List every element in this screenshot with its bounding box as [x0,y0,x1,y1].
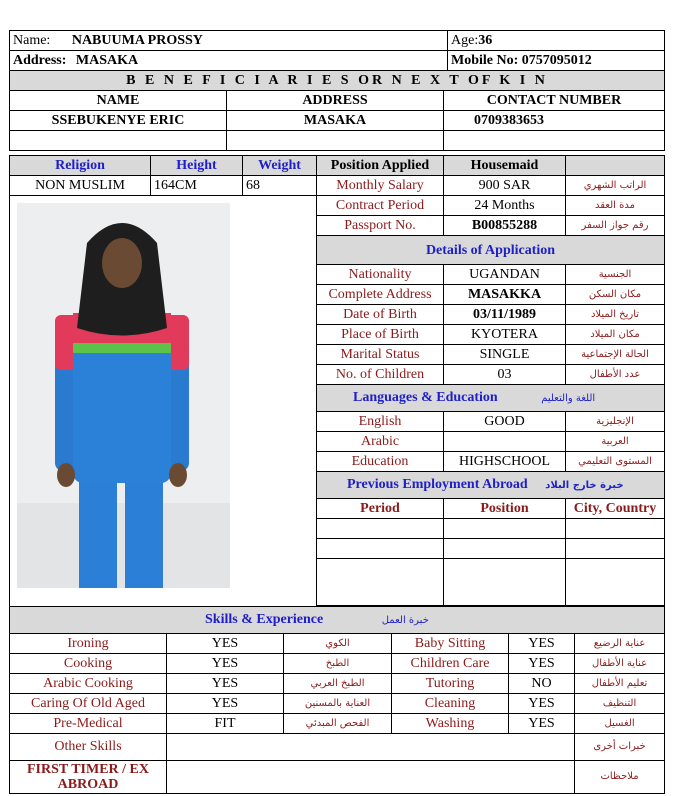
emp-col-position: Position [444,499,566,519]
emp-cell [317,539,444,559]
skill-value: YES [509,693,575,713]
name-label: Name: [13,33,51,48]
remarks-value [167,760,575,793]
detail-value: 03/11/1989 [444,305,566,325]
religion-label: Religion [10,156,151,176]
passport-value: B00855288 [444,216,566,236]
skill-label: Ironing [10,633,167,653]
skill-label: Baby Sitting [392,633,509,653]
kin-col-name: NAME [10,91,227,111]
skill-label: Caring Of Old Aged [10,693,167,713]
skill-ar: الفحص المبدئي [284,713,392,733]
emp-cell [566,559,665,606]
emp-cell [566,519,665,539]
remarks-label: FIRST TIMER / EX ABROAD [10,760,167,793]
position-blank [566,156,665,176]
skill-value: FIT [167,713,284,733]
kin-name: SSEBUKENYE ERIC [10,111,227,131]
passport-label: Passport No. [317,216,444,236]
skill-label: Tutoring [392,673,509,693]
skill-ar: الكوي [284,633,392,653]
position-value: Housemaid [444,156,566,176]
emp-cell [444,559,566,606]
detail-value: KYOTERA [444,325,566,345]
detail-value: 03 [444,365,566,385]
kin-title: B E N E F I C I A R I E S OR N E X T OF K I N [10,71,665,91]
lang-value: GOOD [444,412,566,432]
lang-label: Arabic [317,432,444,452]
detail-label: Date of Birth [317,305,444,325]
kin-blank [444,131,665,151]
detail-ar: تاريخ الميلاد [566,305,665,325]
remarks-ar: ملاحظات [575,760,665,793]
details-title: Details of Application [317,236,665,265]
lang-ar: المستوى التعليمي [566,452,665,472]
contract-ar: مدة العقد [566,196,665,216]
detail-label: No. of Children [317,365,444,385]
weight-value: 68 [243,176,317,196]
skill-value: YES [167,673,284,693]
skill-ar: العناية بالمسنين [284,693,392,713]
religion-value: NON MUSLIM [10,176,151,196]
detail-ar: مكان السكن [566,285,665,305]
emp-cell [444,539,566,559]
kin-table [9,70,665,151]
languages-title-cell [317,385,665,412]
skill-label: Cooking [10,653,167,673]
skill-value: YES [167,633,284,653]
lang-label: English [317,412,444,432]
skill-ar: الطبخ العربي [284,673,392,693]
kin-address: MASAKA [227,111,444,131]
position-label: Position Applied [317,156,444,176]
skill-value: YES [509,633,575,653]
detail-label: Marital Status [317,345,444,365]
skill-ar: الغسيل [575,713,665,733]
contract-label: Contract Period [317,196,444,216]
skills-title-cell [10,606,665,633]
employment-title: Previous Employment Abroad [347,477,528,492]
height-value: 164CM [151,176,243,196]
emp-cell [566,539,665,559]
emp-cell [317,519,444,539]
height-label: Height [151,156,243,176]
mobile-value: 0757095012 [521,53,592,68]
lang-ar: العربية [566,432,665,452]
mobile-label: Mobile No: [451,53,519,68]
age-label: Age: [451,33,479,48]
detail-ar: مكان الميلاد [566,325,665,345]
detail-value: SINGLE [444,345,566,365]
kin-col-address: ADDRESS [227,91,444,111]
detail-ar: الجنسية [566,265,665,285]
employment-title-ar: خبرة خارج البلاد [545,480,624,491]
skill-label: Cleaning [392,693,509,713]
skill-label: Arabic Cooking [10,673,167,693]
photo-cell [10,196,317,607]
skill-ar: عناية الأطفال [575,653,665,673]
skill-label: Children Care [392,653,509,673]
age-cell [448,31,665,51]
emp-cell [317,559,444,606]
address-cell [10,51,448,71]
form-body [9,30,664,794]
kin-blank [10,131,227,151]
emp-col-period: Period [317,499,444,519]
salary-label: Monthly Salary [317,176,444,196]
name-value: NABUUMA PROSSY [71,33,203,48]
address-label: Address: [13,53,67,68]
age-value: 36 [478,33,493,48]
skill-label: Washing [392,713,509,733]
skill-ar: عناية الرضيع [575,633,665,653]
other-skills-ar: خبرات أخرى [575,733,665,760]
detail-ar: الحالة الإجتماعية [566,345,665,365]
applicant-photo [17,203,230,588]
contract-value: 24 Months [444,196,566,216]
detail-ar: عدد الأطفال [566,365,665,385]
languages-title: Languages & Education [353,390,498,405]
mobile-cell [448,51,665,71]
kin-col-contact: CONTACT NUMBER [444,91,665,111]
lang-ar: الإنجليزية [566,412,665,432]
name-cell [10,31,448,51]
main-table [9,155,665,607]
detail-label: Complete Address [317,285,444,305]
other-skills-label: Other Skills [10,733,167,760]
emp-col-city: City, Country [566,499,665,519]
skill-value: NO [509,673,575,693]
person-photo-icon [17,203,230,588]
languages-title-ar: اللغة والتعليم [541,393,596,404]
salary-ar: الراتب الشهري [566,176,665,196]
detail-label: Place of Birth [317,325,444,345]
other-skills-value [167,733,575,760]
skill-ar: تعليم الأطفال [575,673,665,693]
kin-contact: 0709383653 [444,111,665,131]
header-table [9,30,665,71]
skill-value: YES [167,653,284,673]
skill-ar: التنظيف [575,693,665,713]
weight-label: Weight [243,156,317,176]
skills-title: Skills & Experience [205,611,324,627]
lang-value: HIGHSCHOOL [444,452,566,472]
address-value: MASAKA [75,53,139,68]
skill-value: YES [167,693,284,713]
lang-value [444,432,566,452]
skill-label: Pre-Medical [10,713,167,733]
detail-label: Nationality [317,265,444,285]
employment-title-cell [317,472,665,499]
passport-ar: رقم جواز السفر [566,216,665,236]
salary-value: 900 SAR [444,176,566,196]
detail-value: UGANDAN [444,265,566,285]
lang-label: Education [317,452,444,472]
skill-ar: الطبخ [284,653,392,673]
kin-blank [227,131,444,151]
emp-cell [444,519,566,539]
detail-value: MASAKKA [444,285,566,305]
skill-value: YES [509,713,575,733]
skills-table [9,606,665,794]
skills-title-ar: خبرة العمل [381,614,429,626]
skill-value: YES [509,653,575,673]
